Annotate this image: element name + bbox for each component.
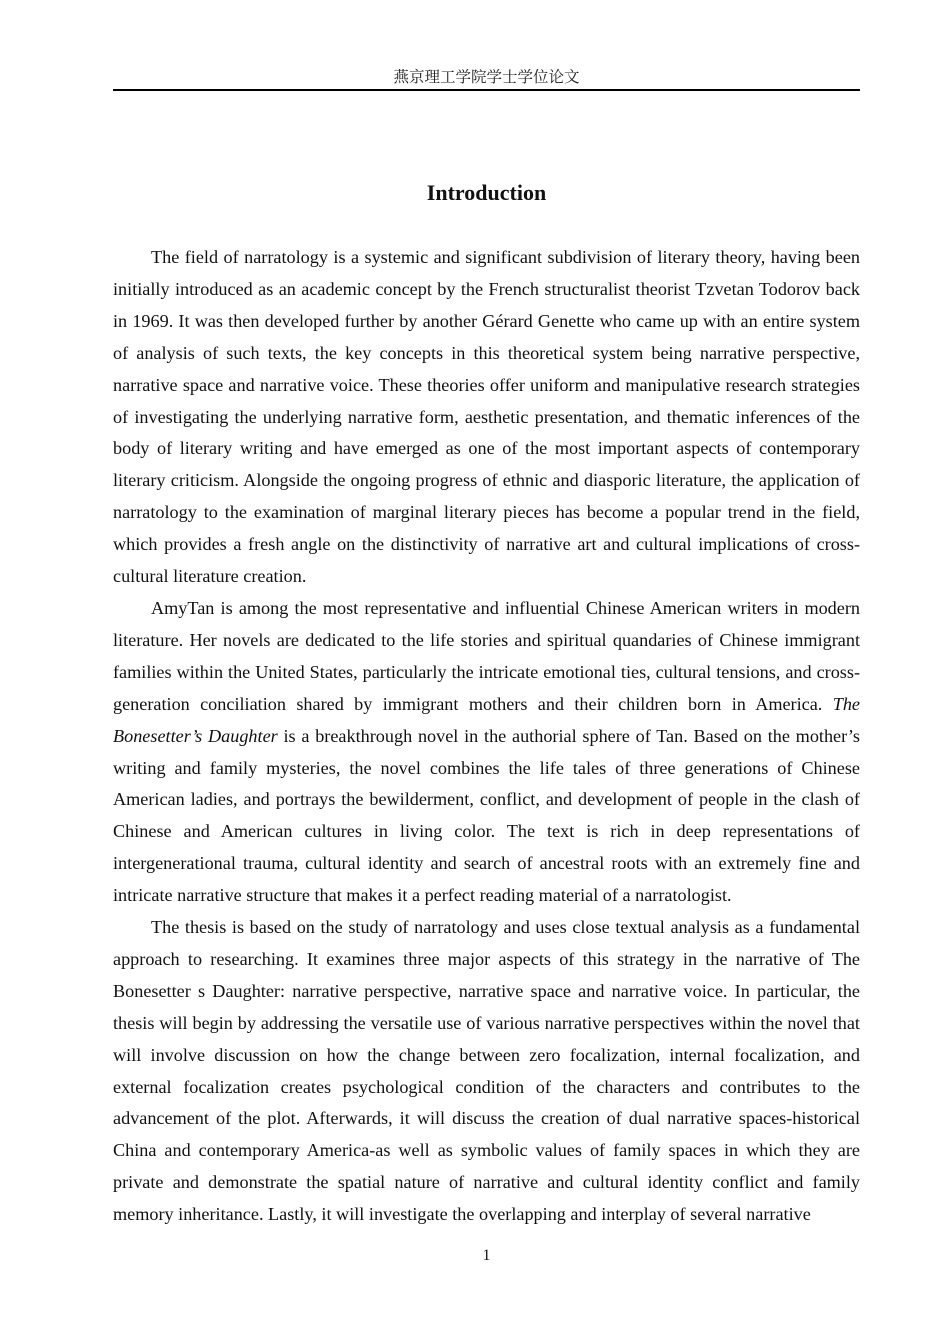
- paragraph-3: The thesis is based on the study of narratology and uses close textual analysis as a fundamental approach to researching. It examines three major aspects of this strategy in the narrative of The Bonesetter s Daughter: narrative perspective, narrative space and narrative voice. In particular, the thesis will begin by addressing the versatile use of various narrative perspectives within the novel that will involve discussion on how the change between zero focalization, internal focalization, and external focalization creates psychological condition of the characters and contributes to the advancement of the plot. Afterwards, it will discuss the creation of dual narrative spaces-historical China and contemporary America-as well as symbolic values of family spaces in which they are private and demonstrate the spatial nature of narrative and cultural identity conflict and family memory inheritance. Lastly, it will investigate the overlapping and interplay of several narrative: [113, 917, 860, 1225]
- section-title: Introduction: [426, 180, 547, 205]
- paragraph-2: [113, 593, 860, 912]
- body-text: [113, 242, 860, 1231]
- paragraph-1: The field of narratology is a systemic and significant subdivision of literary theory, having been initially introduced as an academic concept by the French structuralist theorist Tzvetan Todorov back in 1969. It was then developed further by another Gérard Genette who came up with an entire system of analysis of such texts, the key concepts in this theoretical system being narrative perspective, narrative space and narrative voice. These theories offer uniform and manipulative research strategies of investigating the underlying narrative form, aesthetic presentation, and thematic inferences of the body of literary writing and have emerged as one of the most important aspects of contemporary literary criticism. Alongside the ongoing progress of ethnic and diasporic literature, the application of narratology to the examination of marginal literary pieces has become a popular trend in the field, which provides a fresh angle on the distinctivity of narrative art and cultural implications of cross-cultural literature creation.: [113, 247, 860, 587]
- paragraph-2-before: AmyTan is among the most representative and influential Chinese American writers in modern literature. Her novels are dedicated to the life stories and spiritual quandaries of Chinese immigrant families within the United States, particularly the intricate emotional ties, cultural tensions, and cross-generation conciliation shared by immigrant mothers and their children born in America.: [113, 597, 860, 714]
- header-text: 燕京理工学院学士学位论文: [393, 69, 580, 86]
- book-title-italic: The Bonesetter’s Daughter: [113, 693, 860, 746]
- page-number: 1: [482, 1247, 491, 1264]
- paragraph-2-after: is a breakthrough novel in the authorial sphere of Tan. Based on the mother’s writing and family mysteries, the novel combines the life tales of three generations of Chinese American ladies, and portrays the bewilderment, conflict, and development of people in the clash of Chinese and American cultures in living color. The text is rich in deep representations of intergenerational trauma, cultural identity and search of ancestral roots with an extremely fine and intricate narrative structure that makes it a perfect reading material of a narratologist.: [113, 725, 860, 906]
- running-header: [113, 68, 860, 91]
